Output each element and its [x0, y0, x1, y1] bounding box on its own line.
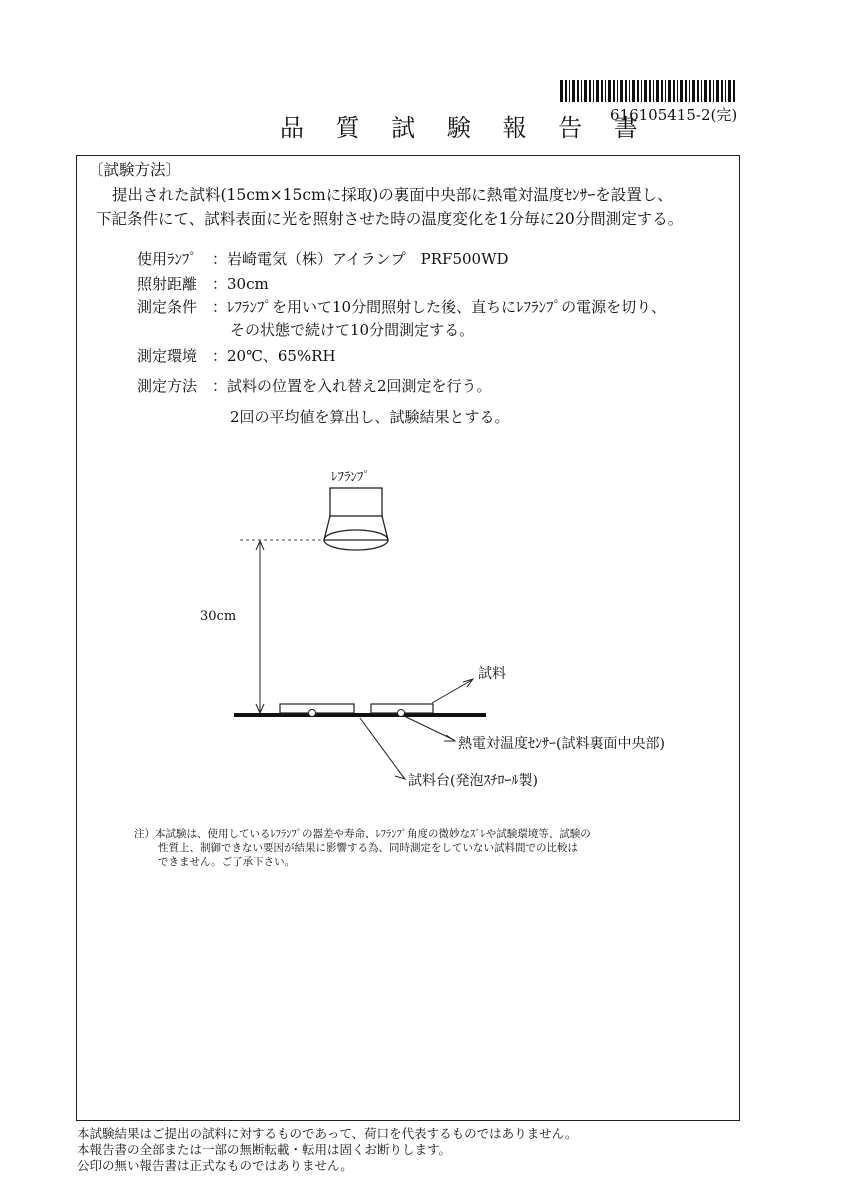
footer-line3: 公印の無い報告書は正式なものではありません。 [77, 1158, 353, 1173]
lamp-reflector [324, 516, 388, 540]
sample-label: 試料 [478, 666, 506, 682]
stand-label: 試料台(発泡ｽﾁﾛｰﾙ製) [408, 773, 538, 789]
method-intro-line2: 下記条件にて、試料表面に光を照射させた時の温度変化を1分毎に20分間測定する。 [96, 210, 684, 228]
sample-left [280, 704, 354, 713]
method-heading: 〔試験方法〕 [88, 161, 182, 179]
condition-label-distance: 照射距離 [137, 275, 198, 293]
condition-label-measure: 測定条件 [137, 298, 198, 316]
sample-leader [432, 680, 472, 703]
sensor-leader [404, 716, 454, 740]
condition-label-lamp: 使用ﾗﾝﾌﾟ [137, 250, 198, 268]
sensor-left [309, 710, 316, 717]
method-intro-line1: 提出された試料(15cm×15cmに採取)の裏面中央部に熱電対温度ｾﾝｻｰを設置し、 [112, 186, 673, 204]
note-line1: 注）本試験は、使用しているﾚﾌﾗﾝﾌﾟの器差や寿命、ﾚﾌﾗﾝﾌﾟ角度の微妙なｽﾞﾚや試験環境等、試験の [134, 828, 591, 840]
sensor-right [398, 710, 405, 717]
lamp-body [330, 488, 382, 516]
lamp [324, 488, 388, 550]
sensor-label: 熱電対温度ｾﾝｻｰ(試料裏面中央部) [458, 736, 665, 752]
condition-value-measure-cont: その状態で続けて10分間測定する。 [230, 321, 475, 339]
note-line3: できません。ご了承下さい。 [158, 856, 296, 868]
distance-label: 30cm [200, 609, 237, 624]
footer-line1: 本試験結果はご提出の試料に対するものであって、荷口を代表するものではありません。 [77, 1126, 578, 1141]
sample-stand [234, 713, 486, 717]
sample-leader-arrow [463, 679, 473, 687]
footer-line2: 本報告書の全部または一部の無断転載・転用は固くお断りします。 [77, 1142, 452, 1157]
condition-value-measure: ：ﾚﾌﾗﾝﾌﾟを用いて10分間照射した後、直ちにﾚﾌﾗﾝﾌﾟの電源を切り、 [212, 298, 667, 316]
stand-leader-arrow [395, 770, 405, 779]
report-title: 品 質 試 験 報 告 書 [280, 114, 650, 142]
note-line2: 性質上、制御できない要因が結果に影響する為、同時測定をしていない試料間での比較は [158, 842, 578, 854]
lamp-label: ﾚﾌﾗﾝﾌﾟ [331, 470, 370, 485]
condition-value-lamp: ：岩崎電気（株）アイランプ PRF500WD [212, 250, 509, 268]
condition-value-distance: ：30cm [212, 275, 269, 293]
document-number: 616105415-2(完) [610, 106, 738, 124]
condition-value-environment: ：20℃、65%RH [212, 347, 336, 365]
condition-label-method: 測定方法 [137, 377, 198, 395]
condition-value-method: ：試料の位置を入れ替え2回測定を行う。 [212, 377, 492, 395]
condition-label-environment: 測定環境 [137, 347, 198, 365]
condition-value-method-cont: 2回の平均値を算出し、試験結果とする。 [230, 408, 510, 426]
stand-leader [360, 718, 404, 778]
